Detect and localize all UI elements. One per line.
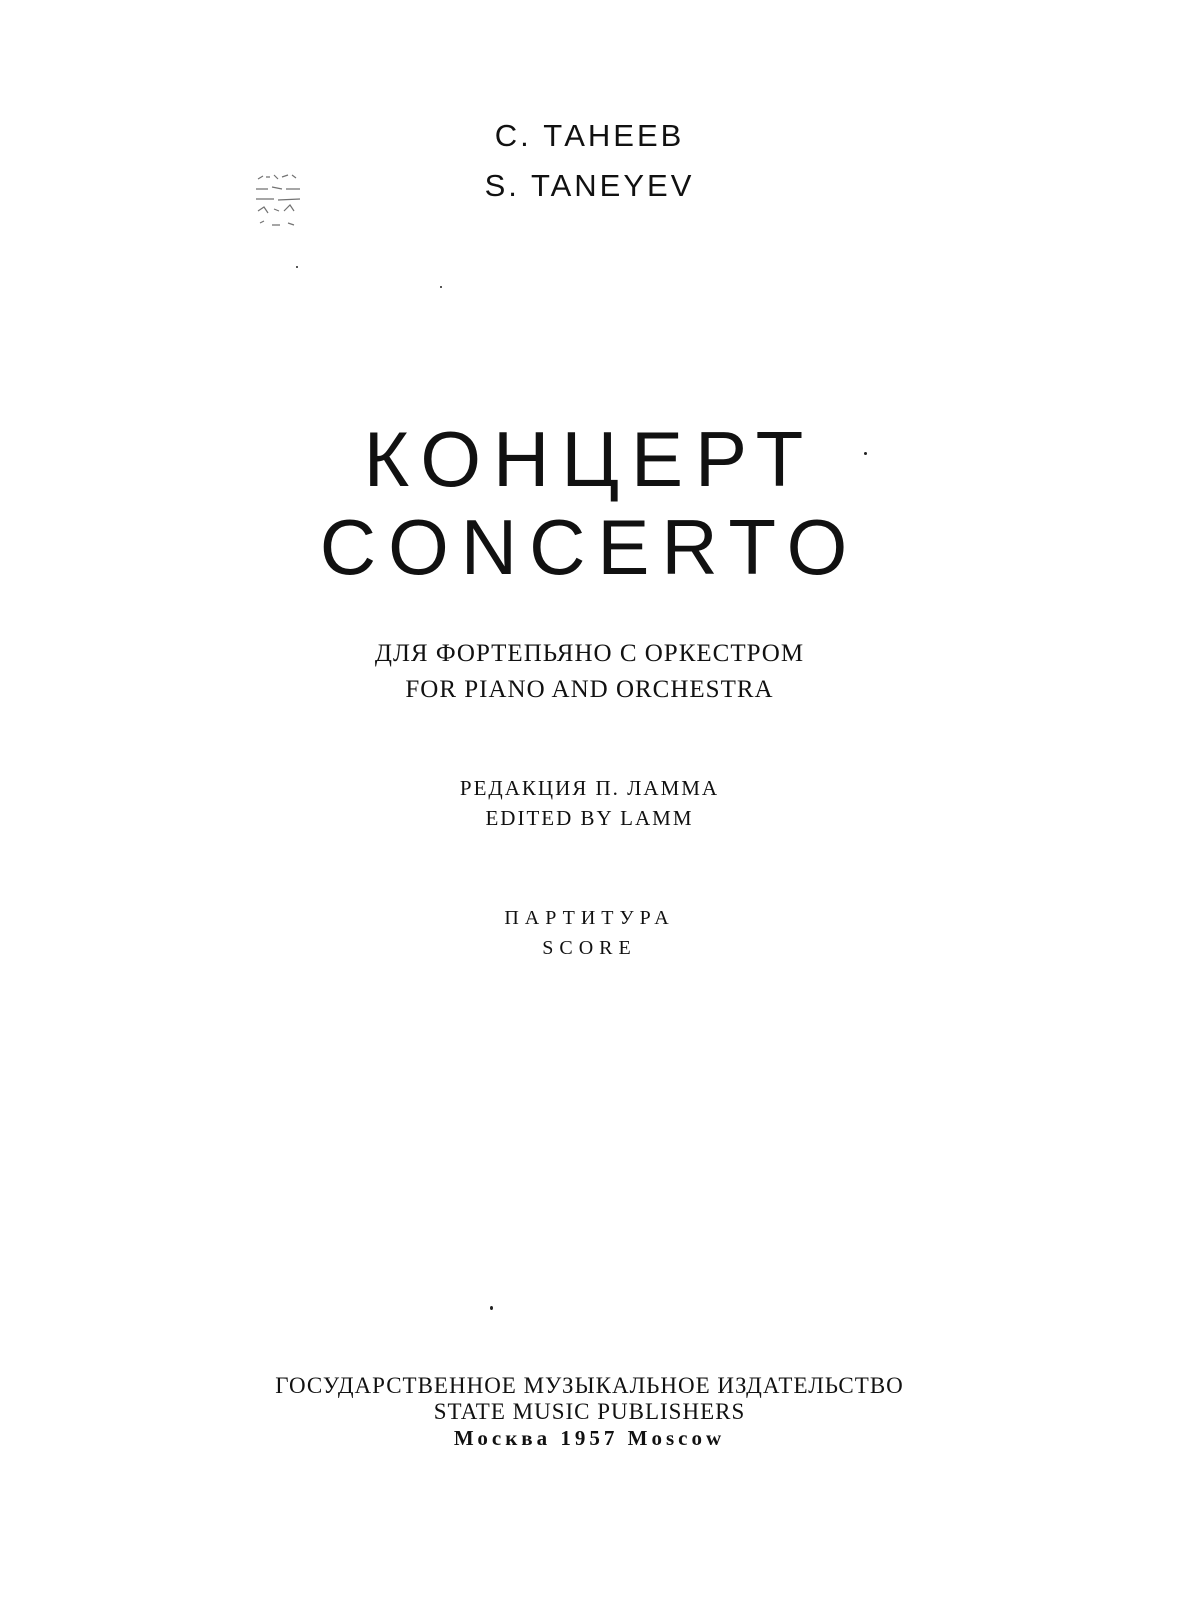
- edition-type-en: SCORE: [542, 937, 637, 959]
- speck: [296, 266, 298, 268]
- publisher-place-year: Москва 1957 Moscow: [453, 1426, 726, 1450]
- composer-name-en: S. TANEYEV: [484, 168, 695, 203]
- editor-en: EDITED BY LAMM: [485, 806, 694, 830]
- editor-ru: РЕДАКЦИЯ П. ЛАММА: [459, 776, 720, 800]
- title-ru: КОНЦЕРТ: [363, 415, 816, 503]
- publisher-en: STATE MUSIC PUBLISHERS: [433, 1399, 746, 1424]
- publisher-ru: ГОСУДАРСТВЕННОЕ МУЗЫКАЛЬНОЕ ИЗДАТЕЛЬСТВО: [275, 1373, 904, 1398]
- edition-type-ru: ПАРТИТУРА: [504, 907, 675, 929]
- subtitle-en: FOR PIANO AND ORCHESTRA: [405, 676, 774, 703]
- composer-name-ru: С. ТАНЕЕВ: [494, 118, 685, 153]
- speck: [440, 286, 442, 288]
- title-en: CONCERTO: [319, 503, 860, 591]
- subtitle-ru: ДЛЯ ФОРТЕПЬЯНО С ОРКЕСТРОМ: [374, 640, 805, 667]
- speck: [490, 1306, 493, 1310]
